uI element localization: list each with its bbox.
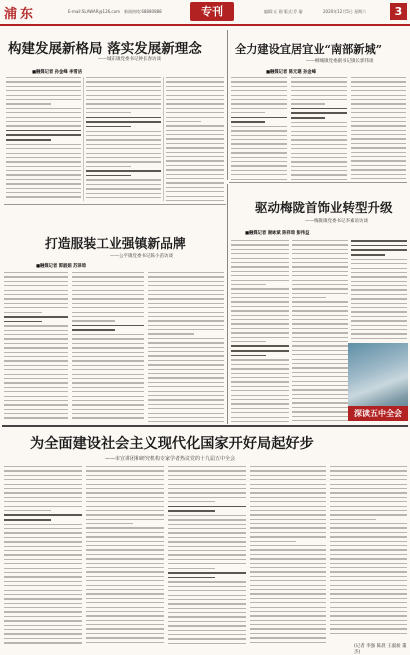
feature-column-2 (86, 466, 164, 644)
article-3-byline: ■融媒记者 郭淑娟 苏泽琼 (36, 264, 87, 269)
section-badge: 深读五中全会 (348, 406, 408, 421)
article-2-subtitle: ——柳城镇党委副书记镇长郭伟谈 (306, 59, 374, 64)
article-1-subtitle: ——城东镇党委书记钟长春访谈 (98, 57, 161, 62)
feature-column-3 (168, 466, 246, 644)
article-1-column-2 (86, 77, 161, 201)
article-1-column-3 (166, 77, 224, 201)
article-1-title: 构建发展新格局 落实发展新理念 (8, 41, 202, 57)
article-3-column-3 (148, 272, 224, 422)
article-3-title: 打造服装工业强镇新品牌 (45, 237, 186, 252)
feature-credit: (记者 李强 陈晨 王淑昶 董杰) (354, 644, 407, 655)
article-4-subtitle: ——梅陇镇党委书记李素谊访谈 (305, 219, 368, 224)
article-2-column-1 (231, 77, 287, 181)
feature-title: 为全面建设社会主义现代化国家开好局起好步 (30, 436, 314, 452)
column-rule (163, 77, 164, 201)
article-2-byline: ■融媒记者 陈元建 孙金峰 (266, 70, 317, 75)
article-4-column-2 (292, 240, 348, 422)
masthead-date: 2020年12月5日 星期六 (323, 9, 367, 14)
article-4-title: 驱动梅陇首饰业转型升级 (255, 200, 393, 215)
section-label: 专刊 (190, 2, 234, 21)
article-1-column-1 (6, 77, 81, 201)
article-3-subtitle: ——公平镇党委书记陈小苗访谈 (110, 254, 173, 259)
masthead-editors: 编辑:丘 勋 版式:乔 瑜 (264, 9, 303, 14)
article-divider (227, 184, 228, 424)
article-4-byline: ■融媒记者 谢咏斌 陈祥琼 彭伟益 (245, 231, 310, 236)
article-2-title: 全力建设宜居宜业“南部新城” (235, 42, 383, 56)
article-divider (4, 204, 226, 205)
masthead-email: E-mail:SLAWAR@126.com (68, 9, 120, 14)
article-4-column-3 (351, 240, 407, 340)
newspaper-logo: 浦东 (4, 7, 37, 22)
article-divider (229, 182, 407, 183)
article-1-byline: ■融媒记者 孙金峰 李雪洁 (32, 70, 83, 75)
feature-column-4 (250, 466, 326, 644)
article-3-column-2 (72, 272, 144, 422)
article-2-column-2 (291, 77, 347, 181)
column-rule (83, 77, 84, 201)
feature-column-1 (4, 466, 82, 644)
article-4-column-1 (231, 240, 289, 422)
article-divider (227, 30, 228, 180)
article-3-column-1 (4, 272, 68, 422)
page-number: 3 (390, 3, 407, 20)
masthead-hotline: 新闻热线:68880888 (124, 9, 162, 14)
feature-divider (2, 425, 408, 427)
feature-subtitle: ——市宣讲团和研究机构专家学者热议党的十九届五中全会 (105, 456, 236, 462)
article-2-column-3 (351, 77, 406, 181)
feature-column-5 (330, 466, 407, 636)
